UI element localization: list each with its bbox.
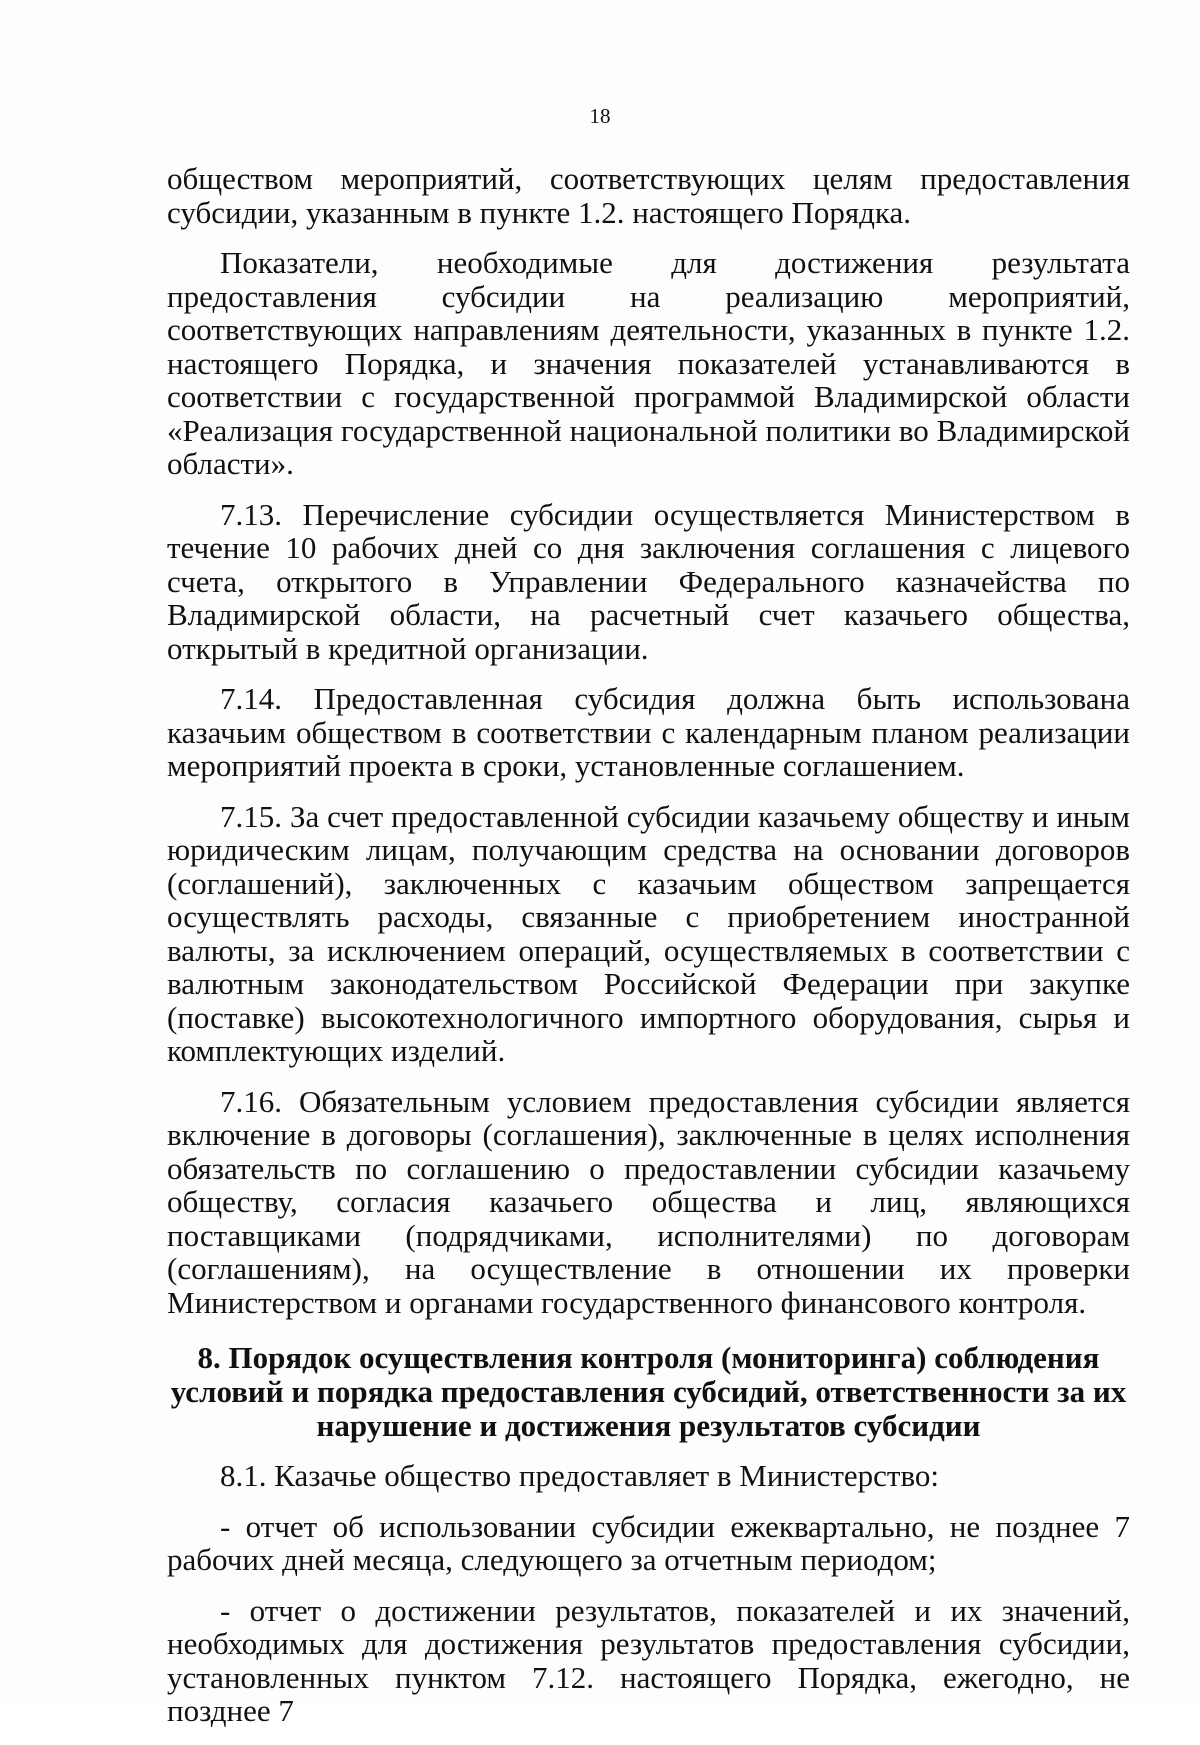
section-8-heading-line: нарушение и достижения результатов субсидии	[316, 1408, 981, 1443]
section-8-heading-line: 8. Порядок осуществления контроля (мониторинга) соблюдения	[197, 1340, 1100, 1375]
document-body	[167, 162, 1130, 1745]
list-item-usage-report: - отчет об использовании субсидии ежеквартально, не позднее 7 рабочих дней месяца, следующего за отчетным периодом;	[167, 1508, 1130, 1577]
paragraph-indicators: Показатели, необходимые для достижения результата предоставления субсидии на реализацию мероприятий, соответствующих направлениям деятельности, указанных в пункте 1.2. настоящего Порядка, и значения показателей устанавливаются в соответствии с государственной программой Владимирской области «Реализация государственной национальной политики во Владимирской области».	[167, 245, 1130, 481]
paragraph-7-13: 7.13. Перечисление субсидии осуществляется Министерством в течение 10 рабочих дней со дня заключения соглашения с лицевого счета, открытого в Управлении Федерального казначейства по Владимирской области, на расчетный счет казачьего общества, открытый в кредитной организации.	[167, 496, 1130, 666]
section-8-heading	[167, 1341, 1130, 1443]
paragraph-continuation: обществом мероприятий, соответствующих целям предоставления субсидии, указанным в пункте 1.2. настоящего Порядка.	[167, 161, 1130, 230]
page-number: 18	[589, 104, 611, 128]
paragraph-8-1: 8.1. Казачье общество предоставляет в Министерство:	[220, 1458, 940, 1493]
paragraph-7-16: 7.16. Обязательным условием предоставления субсидии является включение в договоры (соглашения), заключенные в целях исполнения обязательств по соглашению о предоставлении субсидии казачьему обществу, согласия казачьего общества и лиц, являющихся поставщиками (подрядчиками, исполнителями) по договорам (соглашениям), на осуществление в отношении их проверки Министерством и органами государственного финансового контроля.	[167, 1083, 1130, 1320]
section-8-heading-line: условий и порядка предоставления субсидий, ответственности за их	[170, 1374, 1127, 1409]
list-item-results-report: - отчет о достижении результатов, показателей и их значений, необходимых для достижения результатов предоставления субсидии, установленных пунктом 7.12. настоящего Порядка, ежегодно, не позднее 7	[167, 1592, 1130, 1728]
paragraph-7-14: 7.14. Предоставленная субсидия должна быть использована казачьим обществом в соответствии с календарным планом реализации мероприятий проекта в сроки, установленные соглашением.	[167, 681, 1130, 783]
paragraph-7-15: 7.15. За счет предоставленной субсидии казачьему обществу и иным юридическим лицам, получающим средства на основании договоров (соглашений), заключенных с казачьим обществом запрещается осуществлять расходы, связанные с приобретением иностранной валюты, за исключением операций, осуществляемых в соответствии с валютным законодательством Российской Федерации при закупке (поставке) высокотехнологичного импортного оборудования, сырья и комплектующих изделий.	[167, 798, 1130, 1068]
